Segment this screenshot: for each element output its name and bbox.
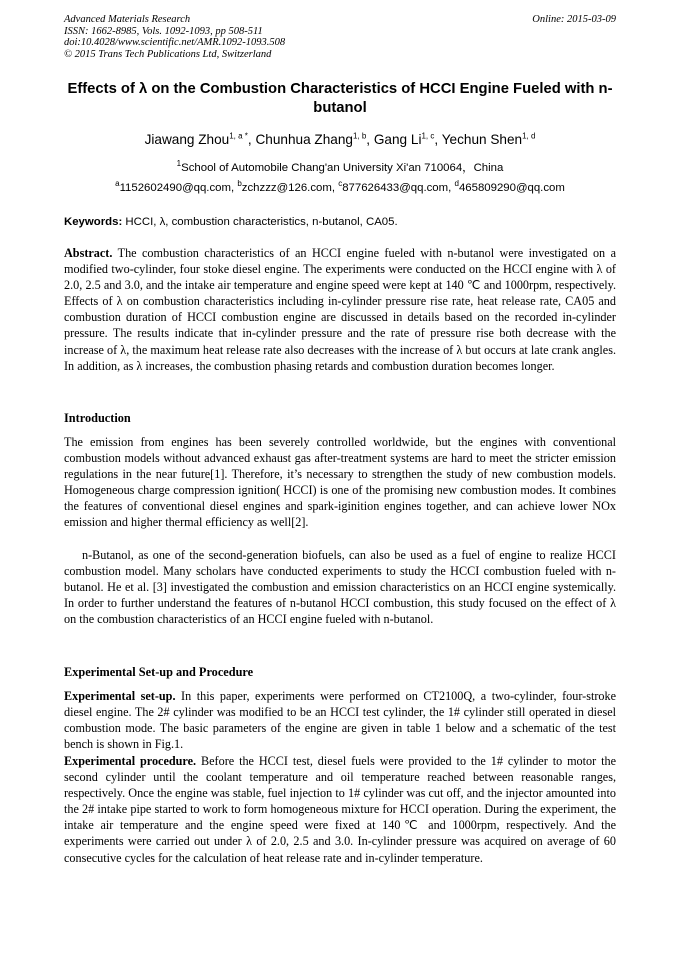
experimental-procedure-text: Before the HCCI test, diesel fuels were provided to the 1# cylinder to motor the second cylinder until the coolant temperature and oil temperature reached between reasonable ranges, respectively. Once the engine was stable, fuel injection to 1# cylinder was cut off, and the injector amounted into the 2# intake pipe started to work to form homogeneous mixture for HCCI operation. During the experiment, the intake air temperature and the engine speed were fixed at 140℃ and 1000rpm, respectively. And the experiments were carried out under λ of 2.0, 2.5 and 3.0. In-cylinder pressure was acquired on average of 60 consecutive cycles for the calculation of heat release rate and in-cylinder temperature. <box>64 754 616 865</box>
author-name: Chunhua Zhang <box>255 132 353 147</box>
email-mark: c <box>338 179 343 189</box>
abstract-text: The combustion characteristics of an HCCI engine fueled with n-butanol were investigated on a modified two-cylinder, four stoke diesel engine. The experiments were conducted on the HCCI engine with λ of 2.0, 2.5 and 3.0, and the intake air temperature and engine speed were kept at 140 ℃ and 1000rpm, respectively. Effects of λ on combustion characteristics including in-cylinder pressure rise rate, heat release rate, CA05 and combustion duration of HCCI combustion engine are discussed in details based on the recorded in-cylinder pressure. The results indicate that in-cylinder pressure and the rate of pressure rise both decrease with the increase of λ, the maximum heat release rate also decreases with the increase of λ but occurs at late crank angles. In addition, as λ increases, the combustion phasing retards and combustion duration becomes longer. <box>64 246 616 373</box>
email-address[interactable]: zchzzz@126.com <box>241 182 332 194</box>
affiliation <box>40 159 640 175</box>
author-name: Yechun Shen <box>441 132 523 147</box>
keywords <box>64 216 616 228</box>
experimental-setup-paragraph <box>64 688 616 752</box>
journal-issn: ISSN: 1662-8985, Vols. 1092-1093, pp 508-511 <box>64 25 263 37</box>
experimental-setup-text: In this paper, experiments were performed on CT2100Q, a two-cylinder, four-stroke diesel engine. The 2# cylinder was modified to be an HCCI test cylinder, the 1# cylinder still operated in diesel combustion mode. The basic parameters of the engine are given in table 1 below and a schematic of the test bench is shown in Fig.1. <box>64 689 616 752</box>
author-name: Jiawang Zhou <box>144 132 230 147</box>
author-affiliation-mark: 1, c <box>421 131 435 141</box>
abstract <box>64 245 616 374</box>
abstract-label: Abstract. <box>64 246 113 260</box>
email-mark: b <box>237 179 242 189</box>
email-mark: a <box>115 179 120 189</box>
email-mark: d <box>454 179 459 189</box>
online-date: Online: 2015-03-09 <box>532 14 616 25</box>
experimental-heading: Experimental Set-up and Procedure <box>64 665 254 679</box>
experimental-setup-label: Experimental set-up. <box>64 689 176 703</box>
experimental-procedure-label: Experimental procedure. <box>64 754 197 768</box>
journal-header <box>64 14 616 60</box>
author-name: Gang Li <box>373 132 422 147</box>
email-list: $^a$1152602490@qq.com, $^b$zchzzz@126.com, $^c$877626433@qq.com, $^d$465809290@qq.com <box>115 179 565 194</box>
email-address[interactable]: 877626433@qq.com <box>342 182 449 194</box>
author-affiliation-mark: 1, b <box>352 131 367 141</box>
introduction-paragraph-2: n-Butanol, as one of the second-generation biofuels, can also be used as a fuel of engine to realize HCCI combustion model. Many scholars have conducted experiments to study the HCCI combustion fueled with n-butanol. He et al. [3] investigated the combustion and emission characteristics on an HCCI engine systemically. In order to further understand the features of n-butanol HCCI combustion, this study focused on the effect of λ on the combustion characteristics of an HCCI engine fueled with n-butanol. <box>64 548 616 627</box>
affiliation-text: School of Automobile Chang'an University Xi'an 710064，China <box>181 162 504 174</box>
author-affiliation-mark: 1, a * <box>229 131 248 141</box>
paper-title: Effects of λ on the Combustion Characteristics of HCCI Engine Fueled with n-butanol <box>67 81 613 116</box>
email-address[interactable]: 465809290@qq.com <box>458 182 565 194</box>
journal-name: Advanced Materials Research <box>64 14 191 25</box>
introduction-paragraph-1: The emission from engines has been severely controlled worldwide, but the engines with conventional combustion models without advanced exhaust gas after-treatment systems are hard to meet the stricter emission regulations in the near future[1]. Therefore, it’s necessary to strengthen the study of new combustion models. Homogeneous charge compression ignition( HCCI) is one of the promising new combustion modes. It combines the features of conventional diesel engines and spark-iginition engines together, and can achieve lower NOx emission and higher thermal efficiency as well[2]. <box>64 435 616 530</box>
author-list: Jiawang Zhou$^{1, a *}$, Chunhua Zhang$^{1, b}$, Gang Li$^{1, c}$, Yechun Shen$^{1, d}$ <box>144 131 536 147</box>
keywords-label: Keywords: <box>64 216 123 228</box>
author-affiliation-mark: 1, d <box>522 131 536 141</box>
journal-copyright: © 2015 Trans Tech Publications Ltd, Switzerland <box>64 48 272 60</box>
experimental-procedure-paragraph <box>64 753 616 866</box>
keywords-text: HCCI, λ, combustion characteristics, n-butanol, CA05. <box>125 216 398 228</box>
introduction-heading: Introduction <box>64 411 131 425</box>
email-address[interactable]: 1152602490@qq.com <box>119 182 231 194</box>
journal-doi: doi:10.4028/www.scientific.net/AMR.1092-1093.508 <box>64 37 286 49</box>
affiliation-mark: 1 <box>176 159 182 169</box>
